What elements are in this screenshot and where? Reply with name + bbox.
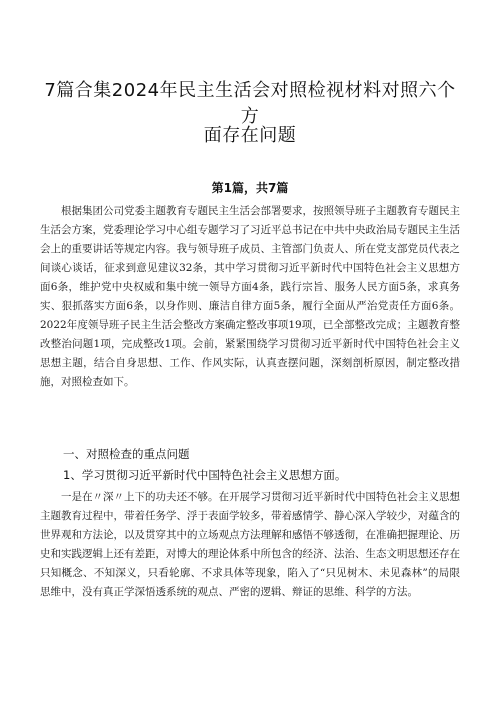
subsection-heading: 1、学习贯彻习近平新时代中国特色社会主义思想方面。 xyxy=(63,468,347,482)
intro-paragraph: 根据集团公司党委主题教育专题民主生活会部署要求，按照领导班子主题教育专题民主生活会方案，党委理论学习中心组专题学习了习近平总书记在中共中央政治局专题民主生活会上的重要讲话等规定内容。我与领导班子成员、主管部门负责人、所在党支部党员代表之间谈心谈话，征求到意见建议32条，其中学习贯彻习近平新时代中国特色社会主义思想方面6条，维护党中央权威和集中统一领导方面4条，践行宗旨、服务人民方面5条，求真务实、狠抓落实方面6条，以身作则、廉洁自律方面5条，履行全面从严治党责任方面6条。2022年度领导班子民主生活会整改方案确定整改事项19项，已全部整改完成；主题教育整改整治问题1项，完成整改1项。会前，紧紧围绕学习贯彻习近平新时代中国特色社会主义思想主题，结合自身思想、工作、作风实际，认真查摆问题，深刻剖析原因，制定整改措施，对照检查如下。 xyxy=(40,205,460,388)
body-paragraph: 一是在〃深〃上下的功夫还不够。在开展学习贯彻习近平新时代中国特色社会主义思想主题教育过程中，带着任务学、浮于表面学较多，带着感情学、静心深入学较少，对蕴含的世界观和方法论，以及贯穿其中的立场观点方法理解和感悟不够透彻，在准确把握理论、历史和实践逻辑上还有差距，对博大的理论体系中所包含的经济、法治、生态文明思想还存在只知概念、不知深义，只看轮廓、不求具体等现象，陷入了“只见树木、未见森林”的局限思维中，没有真正学深悟透系统的观点、严密的逻辑、辩证的思维、科学的方法。 xyxy=(40,491,460,598)
part-indicator: 第1篇，共7篇 xyxy=(211,181,289,195)
section-heading: 一、对照检查的重点问题 xyxy=(63,447,190,461)
document-title-line-1: 7篇合集2024年民主生活会对照检视材料对照六个方 xyxy=(44,80,456,127)
document-title-line-2: 面存在问题 xyxy=(203,125,297,146)
